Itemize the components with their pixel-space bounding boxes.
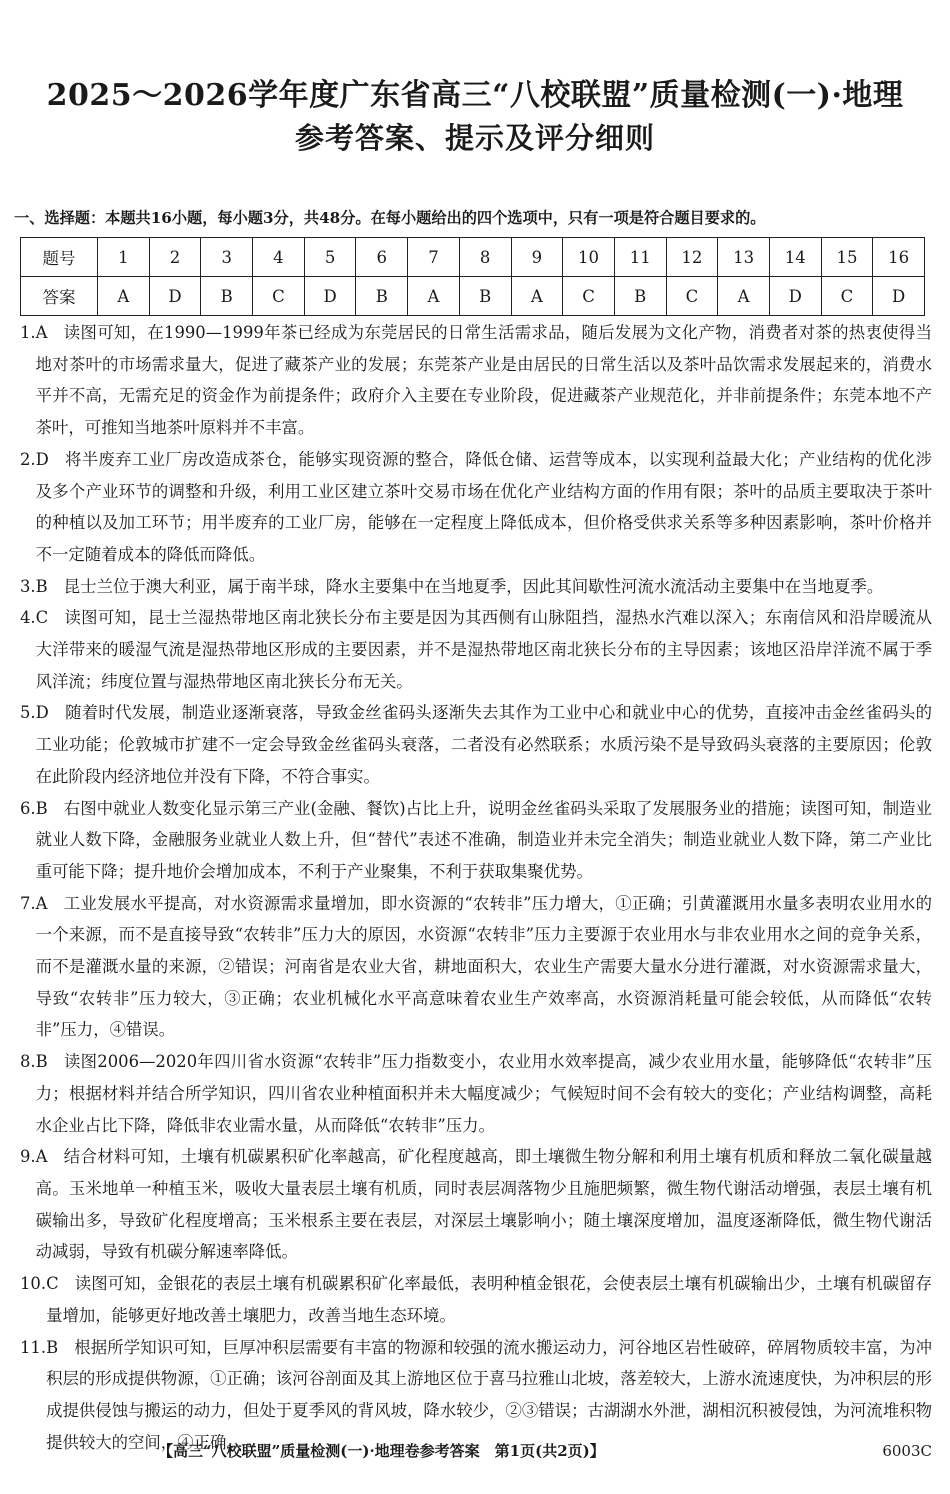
explanation-item	[20, 602, 932, 697]
item-body	[36, 571, 932, 603]
answer-cell: C	[563, 277, 615, 316]
item-number: 3.	[20, 576, 36, 596]
item-text: 右图中就业人数变化显示第三产业(金融、餐饮)占比上升，说明金丝雀码头采取了发展服务业的措施；读图可知，制造业就业人数下降，金融服务业就业人数上升，但“替代”表述不准确，制造业并未完全消失；制造业就业人数下降，第二产业比重可能下降；提升地价会增加成本，不利于产业聚集，不利于获取集聚优势。	[35, 798, 932, 881]
item-answer: B	[35, 1052, 48, 1072]
item-body	[36, 793, 932, 888]
item-answer: B	[46, 1337, 59, 1357]
question-number-cell: 2	[149, 238, 201, 277]
answer-cell: A	[718, 277, 770, 316]
question-number-cell: 15	[821, 238, 873, 277]
item-body	[36, 888, 932, 1047]
item-number: 6.	[20, 798, 36, 818]
item-text: 读图可知，在1990—1999年茶已经成为东莞居民的日常生活需求品，随后发展为文化产物，消费者对茶的热衷使得当地对茶叶的市场需求量大，促进了藏茶产业的发展；东莞茶产业是由居民的日常生活以及茶叶品饮需求发展起来的，消费水平并不高，无需充足的资金作为前提条件；政府介入主要在专业阶段，促进藏茶产业规范化，并非前提条件；东莞本地不产茶叶，可推知当地茶叶原料并不丰富。	[35, 323, 932, 438]
answer-cell: B	[356, 277, 408, 316]
item-number: 7.	[20, 893, 36, 913]
page-title: 2025～2026学年度广东省高三“八校联盟”质量检测(一)·地理	[46, 78, 904, 113]
answer-cell: B	[201, 277, 253, 316]
item-number: 5.	[20, 703, 36, 723]
item-body	[36, 317, 932, 444]
item-number: 9.	[20, 1147, 36, 1167]
item-text: 将半废弃工业厂房改造成茶仓，能够实现资源的整合，降低仓储、运营等成本，以实现利益最大化；产业结构的优化涉及多个产业环节的调整和升级，利用工业区建立茶叶交易市场在优化产业结构方面的作用有限；茶叶的品质主要取决于茶叶的种植以及加工环节；用半废弃的工业厂房，能够在一定程度上降低成本，但价格受供求关系等多种因素影响，茶叶价格并不一定随着成本的降低而降低。	[35, 449, 932, 564]
item-number: 1.	[20, 323, 36, 342]
answer-row	[21, 277, 925, 316]
row-label-number: 题号	[21, 238, 98, 277]
item-text: 工业发展水平提高，对水资源需求量增加，即水资源的“农转非”压力增大，①正确；引黄灌溉用水量多表明农业用水的一个来源，而不是直接导致“农转非”压力大的原因，水资源“农转非”压力主要源于农业用水与非农业用水之间的竞争关系，而不是灌溉水量的来源，②错误；河南省是农业大省，耕地面积大，农业生产需要大量水分进行灌溉，对水资源需求量大，导致“农转非”压力较大，③正确；农业机械化水平高意味着农业生产效率高，水资源消耗量可能会较低，从而降低“农转非”压力，④错误。	[35, 893, 932, 1040]
item-body	[36, 1046, 932, 1141]
explanation-list	[20, 317, 932, 1458]
item-text: 结合材料可知，土壤有机碳累积矿化率越高，矿化程度越高，即土壤微生物分解和利用土壤有机质和释放二氧化碳量越高。玉米地单一种植玉米，吸收大量表层土壤有机质，同时表层凋落物少且施肥频繁，微生物代谢活动增强，表层土壤有机碳输出多，导致矿化程度增高；玉米根系主要在表层，对深层土壤影响小；随土壤深度增加，温度逐渐降低，微生物代谢活动减弱，导致有机碳分解速率降低。	[35, 1147, 932, 1262]
question-number-cell: 14	[769, 238, 821, 277]
question-number-cell: 5	[304, 238, 356, 277]
explanation-item	[20, 317, 932, 444]
answer-cell: C	[821, 277, 873, 316]
item-number: 2.	[20, 449, 36, 469]
explanation-item	[20, 571, 932, 603]
answer-cell: B	[459, 277, 511, 316]
question-number-cell: 8	[459, 238, 511, 277]
item-text: 昆士兰位于澳大利亚，属于南半球，降水主要集中在当地夏季，因此其间歇性河流水流活动主要集中在当地夏季。	[63, 576, 884, 596]
section-heading: 一、选择题：本题共16小题，每小题3分，共48分。在每小题给出的四个选项中，只有一项是符合题目要求的。	[14, 209, 766, 227]
explanation-item	[20, 697, 932, 792]
footer-page-info: 【高三“八校联盟”质量检测(一)·地理卷参考答案 第1页(共2页)】	[158, 1442, 605, 1460]
item-answer: A	[35, 323, 48, 342]
item-number: 10.	[20, 1274, 47, 1294]
answer-cell: D	[149, 277, 201, 316]
explanation-item	[20, 1141, 932, 1268]
question-number-cell: 11	[614, 238, 666, 277]
page-subtitle: 参考答案、提示及评分细则	[294, 121, 655, 155]
item-number: 11.	[20, 1337, 47, 1357]
question-number-cell: 12	[666, 238, 718, 277]
footer-code: 6003C	[882, 1442, 932, 1460]
item-answer: B	[35, 576, 48, 596]
explanation-item	[20, 1268, 932, 1331]
item-answer: D	[35, 703, 49, 723]
question-number-cell: 16	[873, 238, 925, 277]
explanation-item	[20, 1046, 932, 1141]
footer	[0, 1440, 950, 1470]
item-number: 8.	[20, 1052, 36, 1072]
item-answer: A	[35, 1147, 48, 1167]
question-number-cell: 3	[201, 238, 253, 277]
answer-cell: D	[304, 277, 356, 316]
answer-cell: A	[98, 277, 150, 316]
answer-cell: C	[666, 277, 718, 316]
question-number-cell: 6	[356, 238, 408, 277]
question-number-cell: 9	[511, 238, 563, 277]
question-number-cell: 13	[718, 238, 770, 277]
question-number-cell: 10	[563, 238, 615, 277]
item-answer: D	[35, 449, 49, 469]
answer-cell: A	[511, 277, 563, 316]
answer-cell: D	[769, 277, 821, 316]
explanation-item	[20, 793, 932, 888]
row-label-answer: 答案	[21, 277, 98, 316]
item-body	[36, 444, 932, 571]
item-answer: C	[35, 608, 49, 628]
answer-cell: D	[873, 277, 925, 316]
question-number-row	[21, 238, 925, 277]
item-answer: B	[35, 798, 48, 818]
item-text: 根据所学知识可知，巨厚冲积层需要有丰富的物源和较强的流水搬运动力，河谷地区岩性破碎，碎屑物质较丰富，为冲积层的形成提供物源，①正确；该河谷剖面及其上游地区位于喜马拉雅山北坡，落差较大，上游水流速度快，为冲积层的形成提供侵蚀与搬运的动力，但处于夏季风的背风坡，降水较少，②③错误；古湖湖水外泄，湖相沉积被侵蚀，为河流堆积物提供较大的空间，④正确。	[46, 1337, 932, 1452]
item-text: 读图可知，昆士兰湿热带地区南北狭长分布主要是因为其西侧有山脉阻挡，湿热水汽难以深入；东南信风和沿岸暖流从大洋带来的暖湿气流是湿热带地区形成的主要因素，并不是湿热带地区南北狭长分布的主导因素；该地区沿岸洋流不属于季风洋流；纬度位置与湿热带地区南北狭长分布无关。	[35, 608, 932, 691]
item-answer: A	[35, 893, 48, 913]
answer-cell: B	[614, 277, 666, 316]
item-body	[46, 1268, 932, 1331]
explanation-item	[20, 888, 932, 1047]
item-answer: C	[46, 1274, 59, 1294]
answer-cell: C	[253, 277, 305, 316]
item-text: 读图可知，金银花的表层土壤有机碳累积矿化率最低，表明种植金银花，会使表层土壤有机碳输出少，土壤有机碳留存量增加，能够更好地改善土壤肥力，改善当地生态环境。	[46, 1274, 932, 1325]
item-body	[36, 602, 932, 697]
answer-table	[20, 237, 925, 316]
answer-cell: A	[408, 277, 460, 316]
question-number-cell: 7	[408, 238, 460, 277]
explanation-item	[20, 444, 932, 571]
item-text: 读图2006—2020年四川省水资源“农转非”压力指数变小，农业用水效率提高，减少农业用水量，能够降低“农转非”压力；根据材料并结合所学知识，四川省农业种植面积并未大幅度减少；气候短时间不会有较大的变化；产业结构调整，高耗水企业占比下降，降低非农业需水量，从而降低“农转非”压力。	[35, 1052, 932, 1135]
item-body	[36, 697, 932, 792]
item-body	[36, 1141, 932, 1268]
item-number: 4.	[20, 608, 36, 628]
item-text: 随着时代发展，制造业逐渐衰落，导致金丝雀码头逐渐失去其作为工业中心和就业中心的优势，直接冲击金丝雀码头的工业功能；伦敦城市扩建不一定会导致金丝雀码头衰落，二者没有必然联系；水质污染不是导致码头衰落的主要原因；伦敦在此阶段内经济地位并没有下降，不符合事实。	[35, 703, 932, 786]
question-number-cell: 1	[98, 238, 150, 277]
question-number-cell: 4	[253, 238, 305, 277]
